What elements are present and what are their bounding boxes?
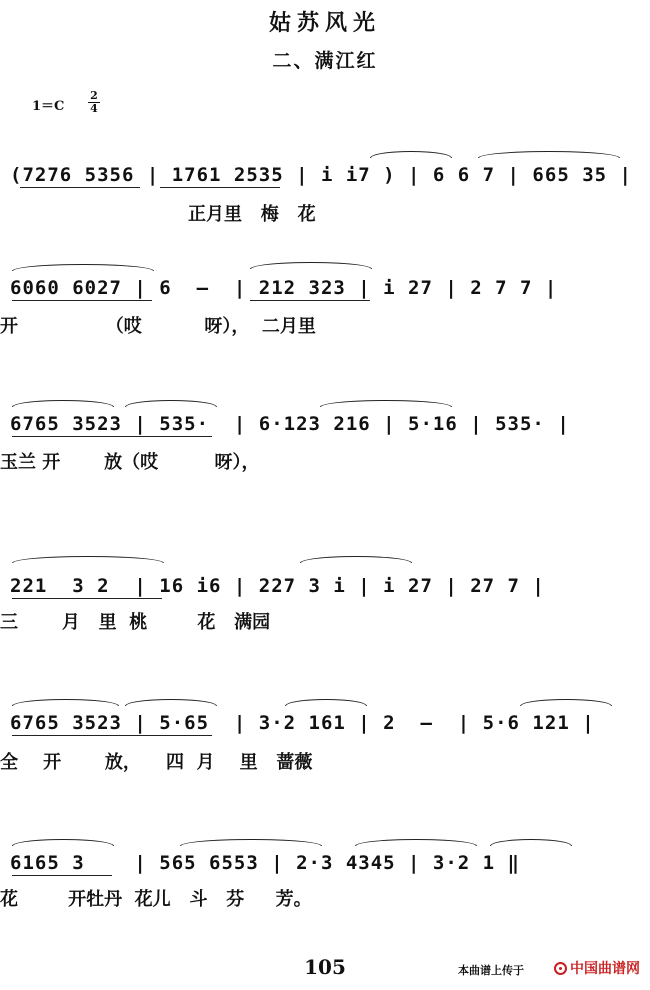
site-name: 中国曲谱网 (570, 961, 640, 977)
lyrics-line-6: 花 开牡丹 花儿 斗 芬 芳。 (0, 889, 312, 910)
score-line-4 (0, 566, 650, 606)
lyrics-line-2: 开 （哎 呀）， 二月里 (0, 316, 316, 337)
lyrics-line-5: 全 开 放， 四 月 里 蔷薇 (0, 752, 313, 773)
site-brand[interactable] (554, 958, 640, 978)
time-signature-bottom: 4 (90, 102, 98, 115)
page-title: 姑苏风光 (268, 11, 381, 36)
lyrics-line-4: 三 月 里 桃 花 满园 (0, 612, 271, 633)
notation-line: 6060 6027 | 6 — | 212 323 | i 27 | 2 7 7 | (10, 277, 558, 299)
score-line-2 (0, 268, 650, 308)
score-line-6 (0, 843, 650, 883)
notation-line: 6765 3523 | 5·65 | 3·2 161 | 2 — | 5·6 121 | (10, 712, 595, 734)
notation-line: 6165 3 | 565 6553 | 2·3 4345 | 3·2 1 ‖ (10, 852, 520, 874)
notation-line: 6765 3523 | 535· | 6·123 216 | 5·16 | 535· | (10, 413, 570, 435)
time-signature (88, 91, 100, 114)
upload-note: 本曲谱上传于 (458, 964, 524, 977)
notation-line: (7276 5356 | 1761 2535 | i i7 ) | 6 6 7 | 665 35 | (10, 164, 632, 186)
lyrics-line-3: 玉兰 开 放（哎 呀）， (0, 452, 260, 473)
score-line-3 (0, 404, 650, 444)
notation-line: 221 3 2 | 16 i6 | 227 3 i | i 27 | 27 7 | (10, 575, 545, 597)
lyrics-line-1: 正月里 梅 花 (0, 204, 316, 225)
score-line-5 (0, 703, 650, 743)
page-number: 105 (304, 955, 346, 979)
site-logo-icon (554, 962, 567, 975)
score-line-1 (0, 155, 650, 195)
song-subtitle: 二、满江红 (272, 50, 378, 72)
time-signature-top: 2 (90, 89, 98, 102)
key-signature: 1＝C (32, 99, 65, 114)
